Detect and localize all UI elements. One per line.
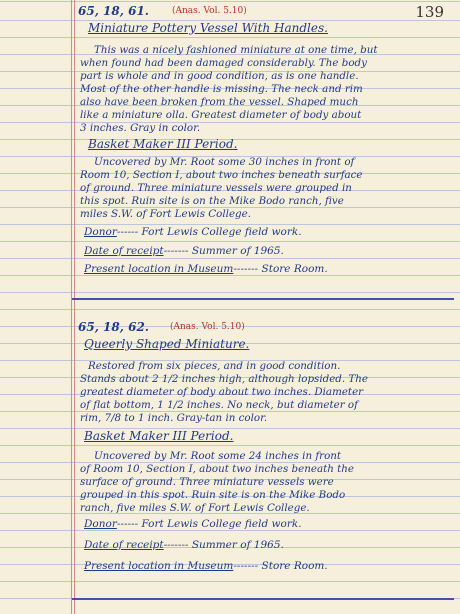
description-line: rim, 7/8 to 1 inch. Gray-tan in color. (80, 412, 268, 424)
description-line: Stands about 2 1/2 inches high, although lopsided. The (80, 373, 369, 385)
date-label: Date of receipt (84, 539, 164, 551)
catalog-number: 65, 18, 62. (78, 320, 149, 334)
period-heading: Basket Maker III Period. (84, 429, 234, 443)
date-row: Date of receipt------- Summer of 1965. (84, 539, 284, 551)
donor-label: Donor (84, 226, 117, 238)
location-row: Present location in Museum------- Store Room. (84, 560, 328, 572)
entry-title: Queerly Shaped Miniature. (84, 337, 250, 351)
provenience-line: of Room 10, Section I, about two inches beneath the (80, 463, 355, 475)
donor-value: Fort Lewis College field work. (141, 518, 302, 530)
donor-row: Donor------ Fort Lewis College field work. (84, 226, 302, 238)
date-value: Summer of 1965. (191, 539, 284, 551)
location-value: Store Room. (261, 263, 328, 275)
entry-divider (72, 598, 454, 600)
entry-divider (72, 298, 454, 300)
description-line: greatest diameter of body about two inches. Diameter (80, 386, 364, 398)
provenience-line: grouped in this spot. Ruin site is on the Mike Bodo (80, 489, 346, 501)
description-line: This was a nicely fashioned miniature at one time, but (94, 44, 378, 56)
provenience-paragraph (80, 450, 354, 515)
description-paragraph (80, 44, 378, 135)
description-line: Restored from six pieces, and in good condition. (88, 360, 341, 372)
location-label: Present location in Museum (84, 263, 234, 275)
provenience-line: Room 10, Section I, about two inches beneath surface (80, 169, 363, 181)
description-paragraph (80, 360, 368, 425)
date-value: Summer of 1965. (191, 245, 284, 257)
description-line: part is whole and in good condition, as is one handle. (80, 70, 359, 82)
provenience-line: miles S.W. of Fort Lewis College. (80, 208, 251, 220)
description-line: of flat bottom, 1 1/2 inches. No neck, but diameter of (80, 399, 358, 411)
description-line: Most of the other handle is missing. The neck and rim (80, 83, 363, 95)
provenience-line: this spot. Ruin site is on the Mike Bodo ranch, five (80, 195, 344, 207)
description-line: also have been broken from the vessel. Shaped much (80, 96, 359, 108)
provenience-line: of ground. Three miniature vessels were grouped in (80, 182, 352, 194)
reference-note: (Anas. Vol. 5.10) (170, 322, 245, 332)
period-heading: Basket Maker III Period. (88, 137, 238, 151)
margin-rule (71, 0, 72, 614)
description-line: when found had been damaged considerably. The body (80, 57, 367, 69)
description-line: 3 inches. Gray in color. (80, 122, 201, 134)
date-label: Date of receipt (84, 245, 164, 257)
provenience-paragraph (80, 156, 363, 221)
location-value: Store Room. (261, 560, 328, 572)
entry-title: Miniature Pottery Vessel With Handles. (88, 21, 328, 35)
provenience-line: surface of ground. Three miniature vessels were (80, 476, 334, 488)
date-row: Date of receipt------- Summer of 1965. (84, 245, 284, 257)
location-row: Present location in Museum------- Store Room. (84, 263, 328, 275)
donor-value: Fort Lewis College field work. (141, 226, 302, 238)
page-number: 139 (415, 3, 444, 21)
donor-row: Donor------ Fort Lewis College field work. (84, 518, 302, 530)
catalog-number: 65, 18, 61. (78, 4, 149, 18)
donor-label: Donor (84, 518, 117, 530)
margin-rule-inner (74, 0, 75, 614)
provenience-line: Uncovered by Mr. Root some 24 inches in front (94, 450, 342, 462)
description-line: like a miniature olla. Greatest diameter of body about (80, 109, 362, 121)
location-label: Present location in Museum (84, 560, 234, 572)
provenience-line: Uncovered by Mr. Root some 30 inches in front of (94, 156, 355, 168)
reference-note: (Anas. Vol. 5.10) (172, 6, 247, 16)
provenience-line: ranch, five miles S.W. of Fort Lewis College. (80, 502, 310, 514)
